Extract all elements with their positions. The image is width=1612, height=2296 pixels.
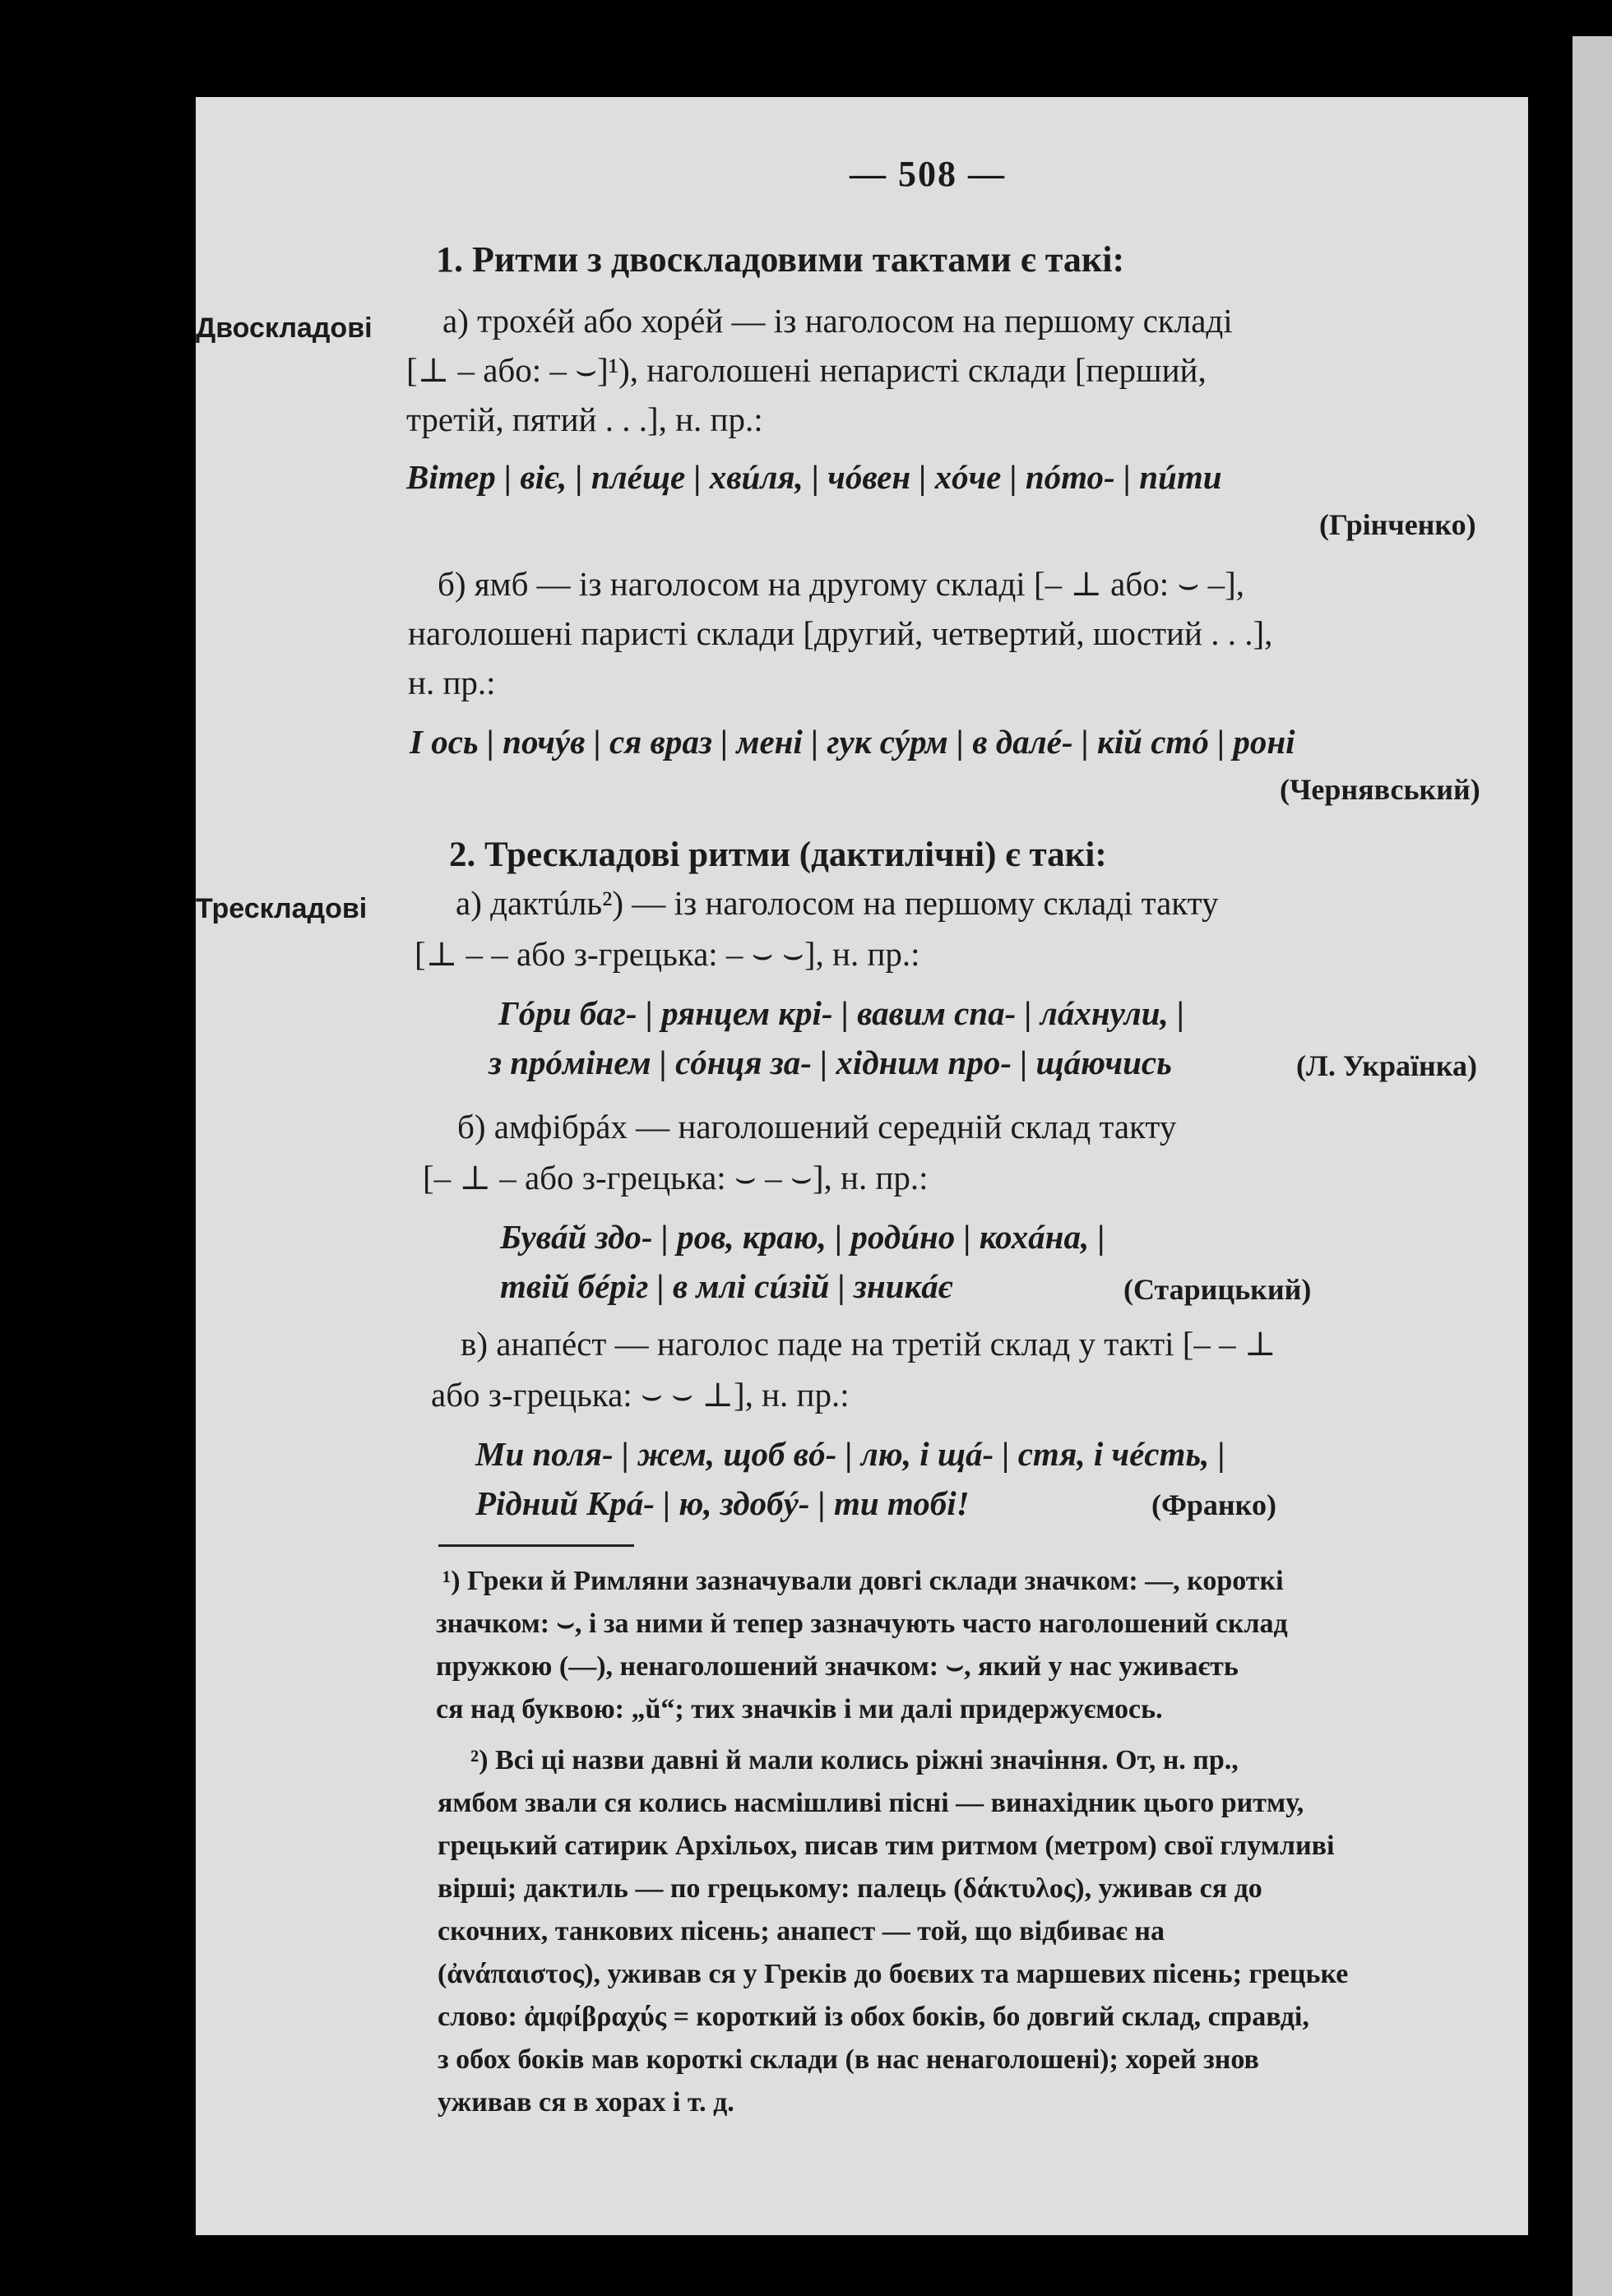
footnote-separator xyxy=(438,1544,634,1547)
margin-note-twosyllable: Двоскладові xyxy=(196,312,373,344)
dactyl-line-1: а) дактúль²) — із наголосом на першому складі такту xyxy=(456,884,1219,922)
iamb-line-2: наголошені паристі склади [другий, четвертий, шостий . . .], xyxy=(408,614,1273,652)
dactyl-source: (Л. Українка) xyxy=(1296,1049,1477,1082)
anapaest-source: (Франко) xyxy=(1151,1488,1276,1521)
footnote-line: (ἀνάπαιστος), уживав ся у Греків до боєвих та маршевих пісень; грецьке xyxy=(438,1959,1349,1989)
trochee-source: (Грінченко) xyxy=(1319,508,1476,541)
iamb-line-3: н. пр.: xyxy=(408,664,496,701)
amphibrach-line-1: б) амфібрáх — наголошений середній склад такту xyxy=(457,1108,1177,1146)
dactyl-line-2: [⊥ – – або з-грецька: – ⌣ ⌣], н. пр.: xyxy=(415,935,920,973)
footnote-line: пружкою (—), ненаголошений значком: ⌣, який у нас уживаєть xyxy=(436,1651,1239,1682)
dactyl-verse-2: з прóмінем | сóнця за- | хідним про- | щáючись xyxy=(489,1044,1172,1081)
footnote-line: грецький сатирик Архільох, писав тим ритмом (метром) свої глумливі xyxy=(438,1831,1335,1861)
footnote-line: слово: ἀμφίβραχύς = короткий із обох боків, бо довгий склад, справді, xyxy=(438,2002,1309,2032)
iamb-line-1: б) ямб — із наголосом на другому складі [– ⊥ або: ⌣ –], xyxy=(438,565,1244,603)
book-page xyxy=(196,97,1528,2235)
section-heading-1: 1. Ритми з двоскладовими тактами є такі: xyxy=(436,239,1125,280)
amphibrach-verse-2: твій бéріг | в млі сúзій | зникáє xyxy=(500,1267,952,1305)
trochee-line-3: третій, пятий . . .], н. пр.: xyxy=(406,400,763,438)
footnote-line: з обох боків мав короткі склади (в нас ненаголошені); хорей знов xyxy=(438,2044,1259,2075)
footnote-line: значком: ⌣, і за ними й тепер зазначують часто наголошений склад xyxy=(436,1609,1288,1639)
footnote-line: ямбом звали ся колись насмішливі пісні — винахідник цього ритму, xyxy=(438,1788,1304,1818)
footnote-line: скочних, танкових пісень; анапест — той, що відбиває на xyxy=(438,1916,1165,1947)
footnote-line: ¹) Греки й Римляни зазначували довгі склади значком: —, короткі xyxy=(442,1566,1284,1596)
section-heading-2: 2. Трескладові ритми (дактилічні) є такі: xyxy=(449,836,1107,874)
anapaest-verse-1: Ми поля- | жем, щоб вó- | лю, і щá- | стя, і чéсть, | xyxy=(475,1435,1225,1473)
iamb-verse: І ось | почýв | ся враз | мені | гук сýрм | в далé- | кій стó | роні xyxy=(410,723,1295,761)
trochee-verse: Вітер | віє, | плéще | хвúля, | чóвен | хóче | пóто- | пúти xyxy=(406,458,1222,496)
trochee-line-2: [⊥ – або: – ⌣]¹), наголошені непаристі склади [перший, xyxy=(406,351,1207,389)
adjacent-page-edge xyxy=(1573,36,1612,2296)
trochee-line-1: а) трохéй або хорéй — із наголосом на першому складі xyxy=(442,302,1233,340)
footnote-line: ся над буквою: „ŭ“; тих значків і ми далі придержуємось. xyxy=(436,1694,1163,1724)
amphibrach-line-2: [– ⊥ – або з-грецька: ⌣ – ⌣], н. пр.: xyxy=(423,1159,929,1197)
margin-note-threesyllable: Трескладові xyxy=(196,893,368,924)
amphibrach-source: (Старицький) xyxy=(1123,1273,1312,1306)
footnote-line: вірші; дактиль — по грецькому: палець (δάκτυλος), уживав ся до xyxy=(438,1873,1262,1904)
dactyl-verse-1: Гóри баг- | рянцем крі- | вавим спа- | лáхнули, | xyxy=(498,994,1185,1032)
iamb-source: (Чернявський) xyxy=(1280,773,1480,806)
amphibrach-verse-1: Бувáй здо- | ров, краю, | родúно | кохáна, | xyxy=(500,1218,1105,1256)
anapaest-line-1: в) анапéст — наголос паде на третій склад у такті [– – ⊥ xyxy=(461,1325,1276,1363)
anapaest-verse-2: Рідний Крá- | ю, здобý- | ти тобі! xyxy=(475,1484,970,1522)
page-number: — 508 — xyxy=(850,154,1006,194)
footnote-line: уживав ся в хорах і т. д. xyxy=(438,2087,734,2118)
footnote-line: ²) Всі ці назви давні й мали колись ріжні значіння. От, н. пр., xyxy=(470,1745,1239,1775)
anapaest-line-2: або з-грецька: ⌣ ⌣ ⊥], н. пр.: xyxy=(431,1376,850,1414)
